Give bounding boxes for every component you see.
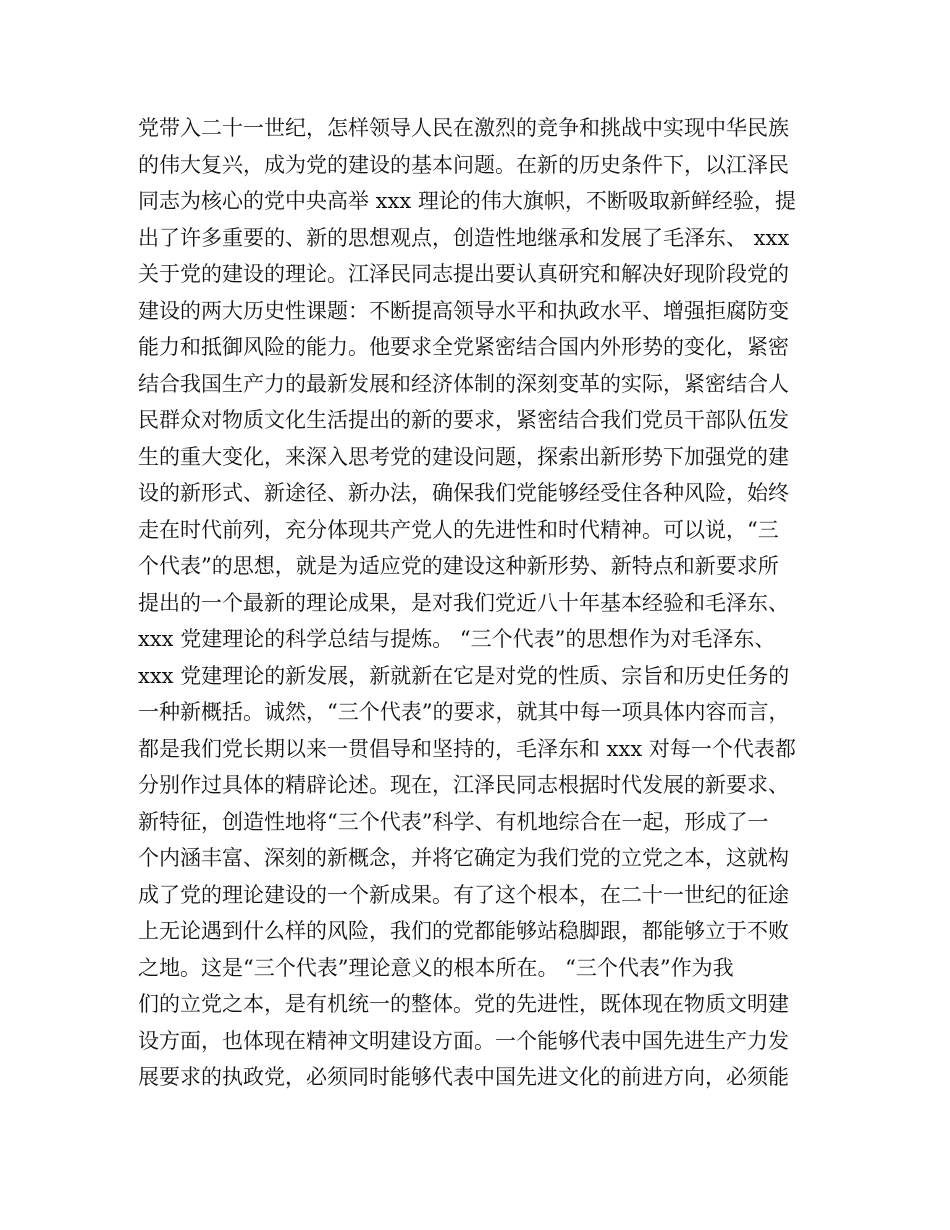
text-line: 展要求的执政党，必须同时能够代表中国先进文化的前进方向，必须能 (138, 1065, 789, 1089)
text-line: 出了许多重要的、新的思想观点，创造性地继承和发展了毛泽东、 xxx (138, 225, 790, 250)
text-line: 们的立党之本，是有机统一的整体。党的先进性，既体现在物质文明建 (138, 992, 789, 1016)
text-line: 结合我国生产力的最新发展和经济体制的深刻变革的实际，紧密结合人 (138, 371, 789, 396)
text-line: 建设的两大历史性课题：不断提高领导水平和执政水平、增强拒腐防变 (138, 298, 789, 323)
text-line: xxx 党建理论的科学总结与提炼。 “三个代表”的思想作为对毛泽东、 (138, 627, 776, 651)
body-text (138, 110, 828, 1096)
text-line: 同志为核心的党中央高举 xxx 理论的伟大旗帜，不断吸取新鲜经验，提 (138, 189, 796, 213)
text-line: 走在时代前列，充分体现共产党人的先进性和时代精神。可以说，“三 (138, 517, 779, 542)
text-line: 设的新形式、新途径、新办法，确保我们党能够经受住各种风险，始终 (138, 481, 789, 505)
text-line: 都是我们党长期以来一贯倡导和坚持的，毛泽东和 xxx 对每一个代表都 (138, 736, 796, 761)
text-line: 之地。这是“三个代表”理论意义的根本所在。 “三个代表”作为我 (138, 955, 734, 980)
text-line: 提出的一个最新的理论成果，是对我们党近八十年基本经验和毛泽东、 (138, 590, 789, 615)
text-line: 新特征，创造性地将“三个代表”科学、有机地综合在一起，形成了一 (138, 809, 769, 834)
text-line: 个内涵丰富、深刻的新概念，并将它确定为我们党的立党之本，这就构 (138, 846, 789, 870)
text-line: 关于党的建设的理论。江泽民同志提出要认真研究和解决好现阶段党的 (138, 262, 789, 286)
text-line: 设方面，也体现在精神文明建设方面。一个能够代表中国先进生产力发 (138, 1028, 789, 1053)
text-line: 的伟大复兴，成为党的建设的基本问题。在新的历史条件下，以江泽民 (138, 152, 789, 177)
text-line: 生的重大变化，来深入思考党的建设问题，探索出新形势下加强党的建 (138, 444, 789, 469)
text-line: 上无论遇到什么样的风险，我们的党都能够站稳脚跟，都能够立于不败 (138, 919, 789, 943)
text-line: 一种新概括。诚然，“三个代表”的要求，就其中每一项具体内容而言， (138, 700, 790, 724)
text-line: 民群众对物质文化生活提出的新的要求，紧密结合我们党员干部队伍发 (138, 408, 789, 432)
text-line: xxx 党建理论的新发展，新就新在它是对党的性质、宗旨和历史任务的 (138, 663, 790, 688)
text-line: 分别作过具体的精辟论述。现在，江泽民同志根据时代发展的新要求、 (138, 773, 789, 797)
text-line: 党带入二十一世纪，怎样领导人民在激烈的竞争和挑战中实现中华民族 (138, 116, 789, 140)
text-line: 个代表”的思想，就是为适应党的建设这种新形势、新特点和新要求所 (138, 554, 779, 578)
text-line: 成了党的理论建设的一个新成果。有了这个根本，在二十一世纪的征途 (138, 882, 789, 907)
text-line: 能力和抵御风险的能力。他要求全党紧密结合国内外形势的变化，紧密 (138, 335, 789, 359)
